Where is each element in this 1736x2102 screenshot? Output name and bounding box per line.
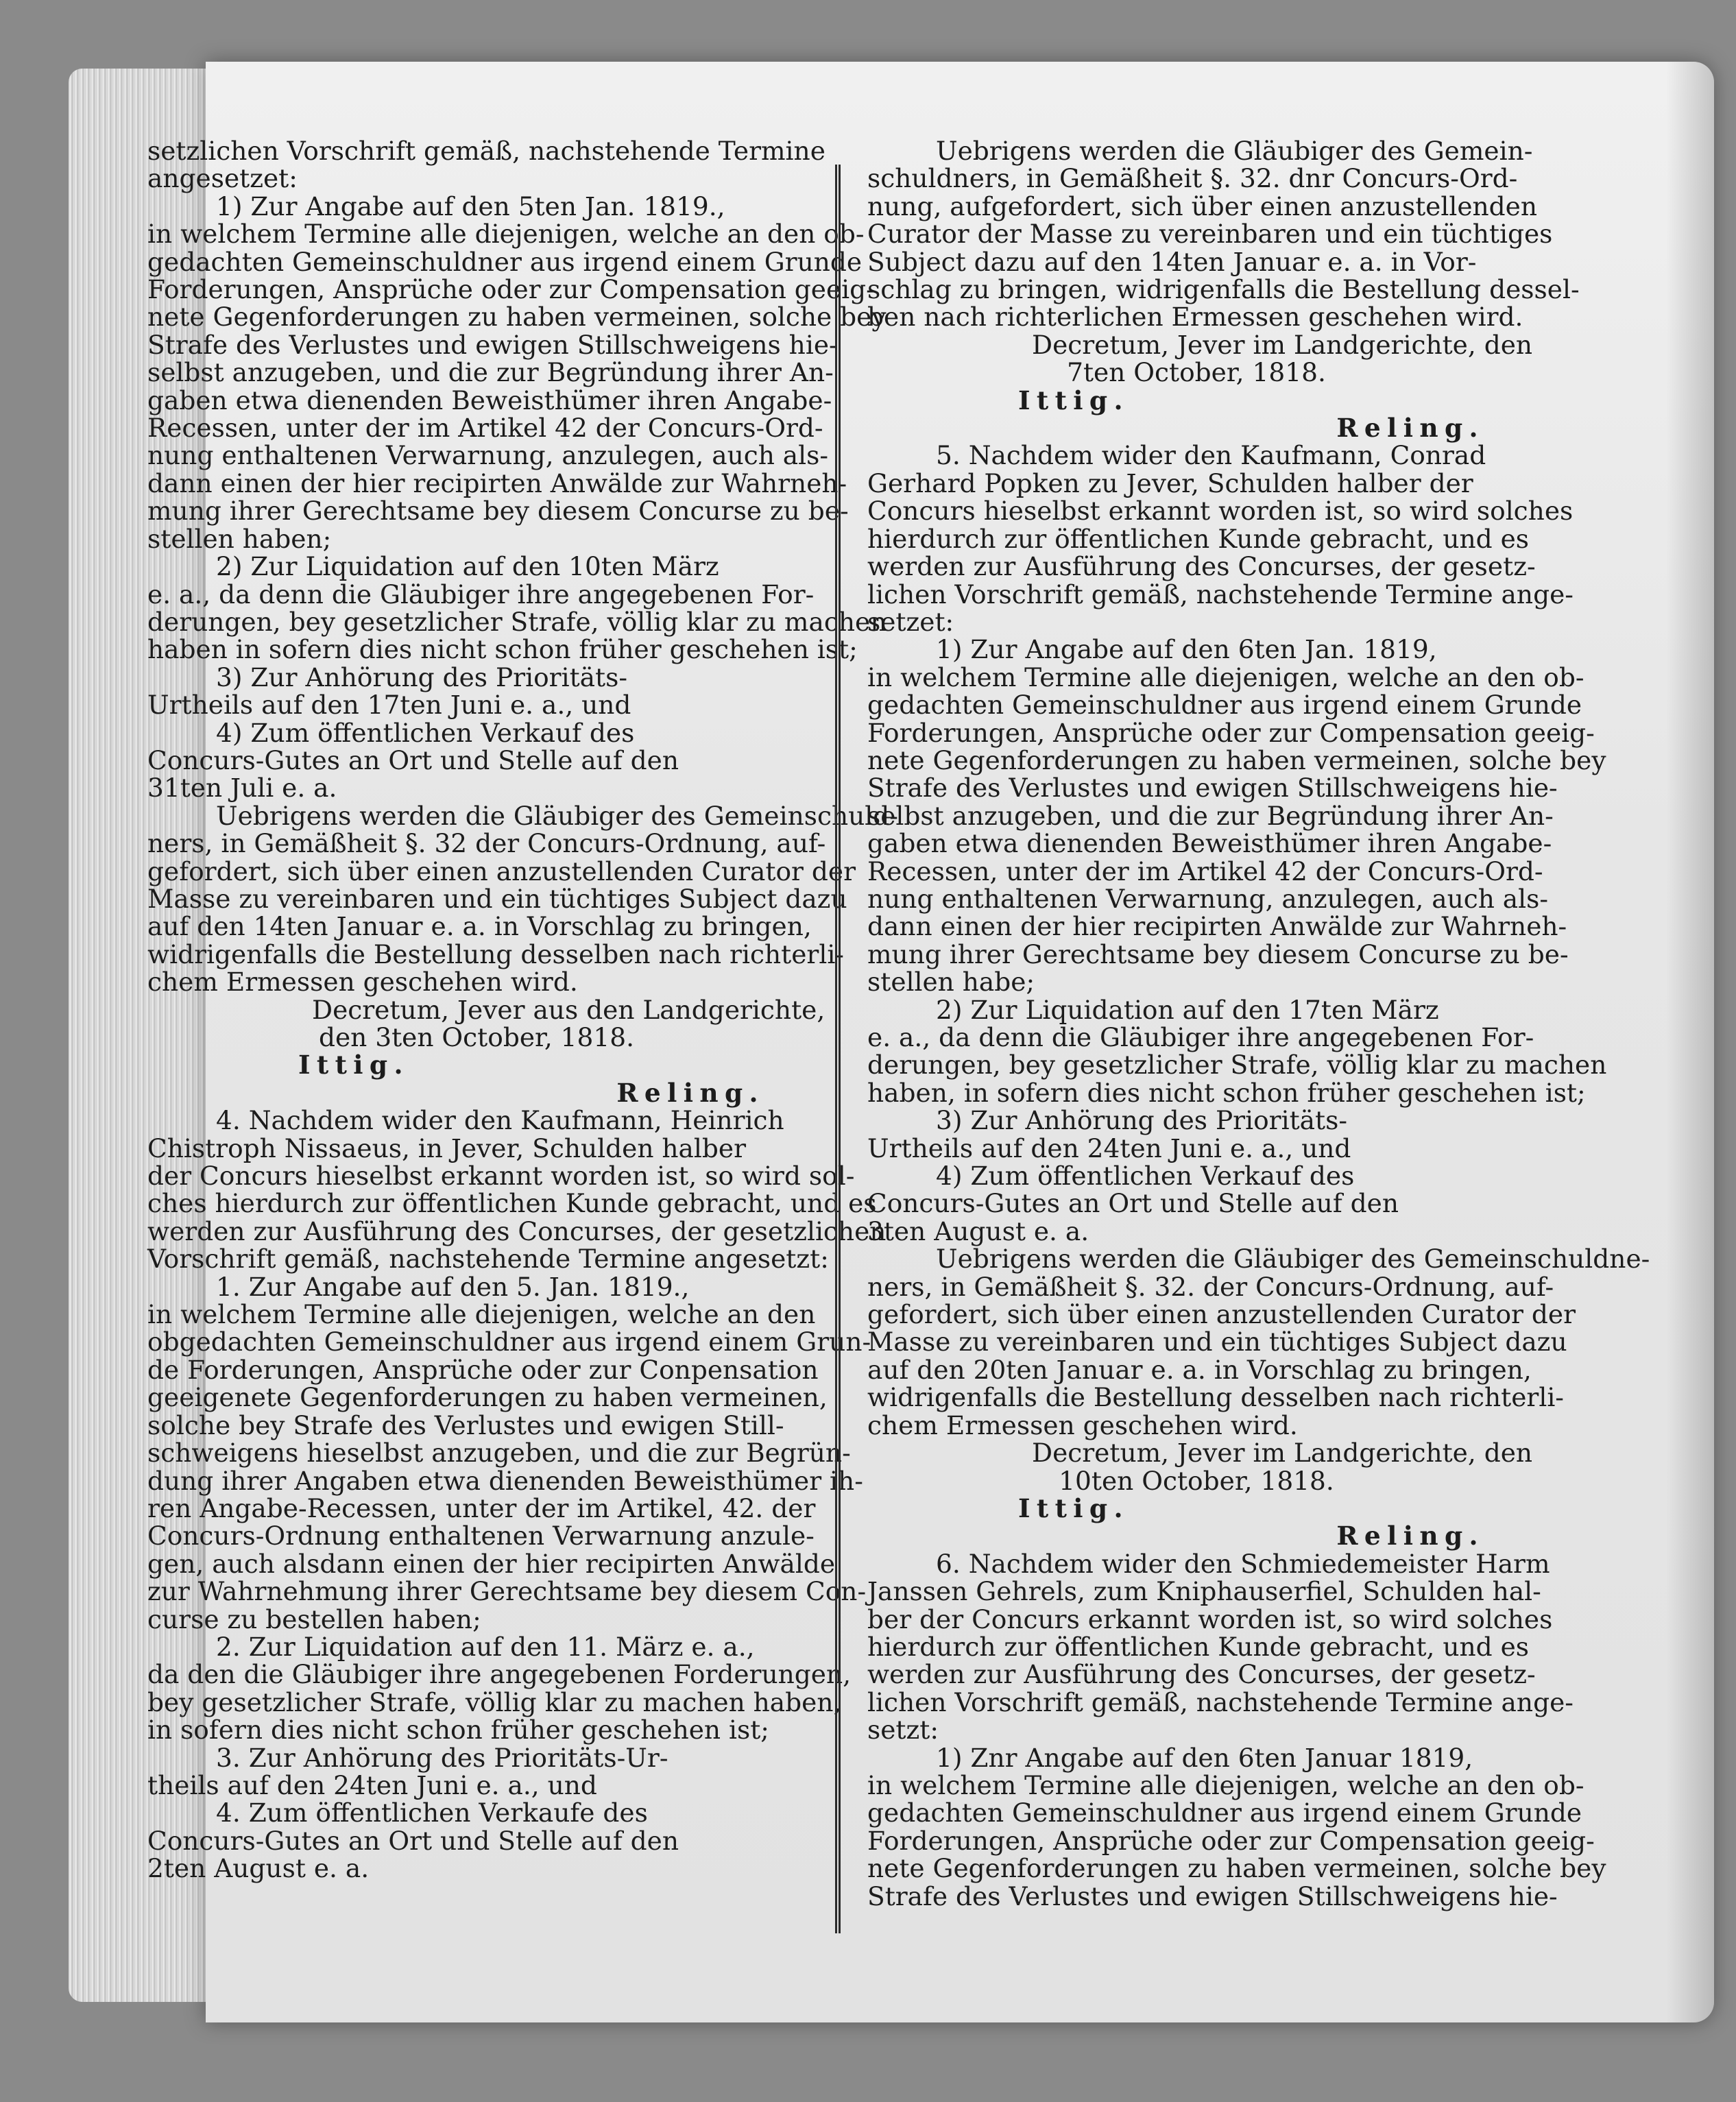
text-line: e. a., da denn die Gläubiger ihre angegebenen For- <box>147 579 815 609</box>
text-line: mung ihrer Gerechtsame bey diesem Concurse zu be- <box>147 496 849 527</box>
text-line: Strafe des Verlustes und ewigen Stillschweigens hie- <box>147 329 838 360</box>
text-line: Decretum, Jever im Landgerichte, den <box>1032 1438 1533 1469</box>
text-line: Forderungen, Ansprüche oder zur Compensation geeig- <box>867 717 1595 748</box>
text-line: gedachten Gemeinschuldner aus irgend einem Grunde <box>867 690 1582 721</box>
signature-line <box>147 1079 806 1107</box>
signature-left: Ittig. <box>1018 385 1129 415</box>
text-line: Masse zu vereinbaren und ein tüchtiges Subject dazu <box>147 883 847 914</box>
text-line: setzet: <box>867 606 954 637</box>
text-line: 3ten August e. a. <box>867 1216 1089 1246</box>
signature-line <box>867 414 1526 442</box>
text-line: gedachten Gemeinschuldner aus irgend einem Grunde <box>147 246 863 277</box>
text-line: 4. Zum öffentlichen Verkaufe des <box>216 1798 648 1828</box>
text-line: werden zur Ausführung des Concurses, der gesetz- <box>867 551 1536 582</box>
text-line: haben, in sofern dies nicht schon früher geschehen ist; <box>867 1077 1586 1108</box>
text-line: Chistroph Nissaeus, in Jever, Schulden halber <box>147 1133 747 1163</box>
signature-left: Ittig. <box>298 1050 409 1080</box>
text-line: mung ihrer Gerechtsame bey diesem Concurse zu be- <box>867 939 1569 969</box>
text-line: 6. Nachdem wider den Schmiedemeister Harm <box>936 1548 1550 1579</box>
text-line: Concurs hieselbst erkannt worden ist, so wird solches <box>867 496 1574 527</box>
text-line: Urtheils auf den 24ten Juni e. a., und <box>867 1133 1351 1163</box>
text-line: gen, auch alsdann einen der hier recipirten Anwälde <box>147 1548 836 1579</box>
text-line: den 3ten October, 1818. <box>318 1022 635 1052</box>
text-line: selbst anzugeben, und die zur Begründung ihrer An- <box>867 800 1554 831</box>
text-line: Forderungen, Ansprüche oder zur Compensation geeig- <box>147 274 875 305</box>
text-line: Uebrigens werden die Gläubiger des Gemein- <box>936 136 1533 166</box>
text-line: in welchem Termine alle diejenigen, welche an den ob- <box>867 662 1584 692</box>
text-line: dann einen der hier recipirten Anwälde zur Wahrneh- <box>147 468 847 498</box>
text-line: zur Wahrnehmung ihrer Gerechtsame bey diesem Con- <box>147 1576 867 1607</box>
signature-line <box>147 1051 806 1078</box>
text-line: ners, in Gemäßheit §. 32 der Concurs-Ordnung, auf- <box>147 828 826 859</box>
left-column <box>147 136 898 1884</box>
text-line: nung enthaltenen Verwarnung, anzulegen, auch als- <box>867 883 1549 914</box>
text-line: haben in sofern dies nicht schon früher geschehen ist; <box>147 634 858 665</box>
text-line: setzlichen Vorschrift gemäß, nachstehende Termine <box>147 136 825 166</box>
text-line: curse zu bestellen haben; <box>147 1604 481 1634</box>
text-line: dann einen der hier recipirten Anwälde zur Wahrneh- <box>867 911 1567 942</box>
text-line: der Concurs hieselbst erkannt worden ist, so wird sol- <box>147 1161 855 1192</box>
signature-left: Ittig. <box>1018 1493 1129 1523</box>
text-line: 10ten October, 1818. <box>1059 1465 1334 1496</box>
text-line: nung, aufgefordert, sich über einen anzustellenden <box>867 191 1538 221</box>
text-line: stellen haben; <box>147 523 332 554</box>
text-line: Concurs-Ordnung enthaltenen Verwarnung anzule- <box>147 1521 815 1551</box>
text-line: 3) Zur Anhörung des Prioritäts- <box>936 1105 1347 1136</box>
text-line: Decretum, Jever aus den Landgerichte, <box>312 994 825 1025</box>
text-line: Forderungen, Ansprüche oder zur Compensation geeig- <box>867 1825 1595 1856</box>
text-line: 2) Zur Liquidation auf den 10ten März <box>216 551 719 582</box>
text-line: Janssen Gehrels, zum Kniphauserfiel, Schulden hal- <box>867 1576 1541 1607</box>
signature-right: Reling. <box>1336 413 1484 444</box>
text-line: ber der Concurs erkannt worden ist, so wird solches <box>867 1604 1553 1634</box>
text-line: Decretum, Jever im Landgerichte, den <box>1032 329 1533 360</box>
text-line: schlag zu bringen, widrigenfalls die Bestellung dessel- <box>867 274 1580 305</box>
text-line: theils auf den 24ten Juni e. a., und <box>147 1769 597 1800</box>
text-line: geeigenete Gegenforderungen zu haben vermeinen, <box>147 1382 828 1413</box>
text-line: 4) Zum öffentlichen Verkauf des <box>936 1161 1355 1192</box>
right-column <box>867 136 1650 1911</box>
text-line: widrigenfalls die Bestellung desselben nach richterli- <box>867 1382 1564 1413</box>
text-line: ches hierdurch zur öffentlichen Kunde gebracht, und es <box>147 1188 877 1219</box>
text-line: lichen Vorschrift gemäß, nachstehende Termine ange- <box>867 1687 1574 1717</box>
text-line: Recessen, unter der im Artikel 42 der Concurs-Ord- <box>147 413 823 444</box>
text-line: ren Angabe-Recessen, unter der im Artikel, 42. der <box>147 1493 816 1523</box>
signature-line <box>867 387 1526 414</box>
text-line: Recessen, unter der im Artikel 42 der Concurs-Ord- <box>867 856 1543 886</box>
text-line: Masse zu vereinbaren und ein tüchtiges Subject dazu <box>867 1327 1567 1357</box>
text-line: chem Ermessen geschehen wird. <box>867 1410 1298 1440</box>
text-line: Subject dazu auf den 14ten Januar e. a. in Vor- <box>867 246 1477 277</box>
text-line: nete Gegenforderungen zu haben vermeinen, solche bey <box>867 1853 1606 1884</box>
text-line: werden zur Ausführung des Concurses, der gesetz- <box>867 1659 1536 1690</box>
text-line: 2) Zur Liquidation auf den 17ten März <box>936 994 1439 1025</box>
text-line: schweigens hieselbst anzugeben, und die zur Begrün- <box>147 1438 851 1469</box>
text-line: gefordert, sich über einen anzustellenden Curator der <box>867 1299 1576 1330</box>
column-divider <box>835 165 841 1933</box>
text-line: schuldners, in Gemäßheit §. 32. dnr Concurs-Ord- <box>867 163 1518 194</box>
text-line: 2ten August e. a. <box>147 1853 370 1884</box>
text-line: Uebrigens werden die Gläubiger des Gemeinschuld- <box>216 800 898 831</box>
text-line: 4. Nachdem wider den Kaufmann, Heinrich <box>216 1105 784 1136</box>
text-line: hierdurch zur öffentlichen Kunde gebracht, und es <box>867 1631 1530 1662</box>
text-line: 4) Zum öffentlichen Verkauf des <box>216 717 635 748</box>
text-line: dung ihrer Angaben etwa dienenden Beweisthümer ih- <box>147 1465 863 1496</box>
signature-right: Reling. <box>616 1077 764 1108</box>
text-line: gedachten Gemeinschuldner aus irgend einem Grunde <box>867 1798 1582 1828</box>
text-line: gaben etwa dienenden Beweisthümer ihren Angabe- <box>867 828 1552 859</box>
text-line: obgedachten Gemeinschuldner aus irgend einem Grun- <box>147 1327 871 1357</box>
text-line: 1) Zur Angabe auf den 6ten Jan. 1819, <box>936 634 1437 665</box>
text-line: Concurs-Gutes an Ort und Stelle auf den <box>147 745 679 775</box>
text-line: in welchem Termine alle diejenigen, welche an den ob- <box>867 1769 1584 1800</box>
text-line: 1) Zur Angabe auf den 5ten Jan. 1819., <box>216 191 725 221</box>
text-line: gefordert, sich über einen anzustellenden Curator der <box>147 856 856 886</box>
text-line: setzt: <box>867 1715 939 1745</box>
text-line: werden zur Ausführung des Concurses, der gesetzlichen <box>147 1216 887 1246</box>
text-line: 1) Znr Angabe auf den 6ten Januar 1819, <box>936 1742 1473 1773</box>
text-line: Uebrigens werden die Gläubiger des Gemeinschuldne- <box>936 1244 1650 1275</box>
text-line: stellen habe; <box>867 967 1035 998</box>
text-line: 3. Zur Anhörung des Prioritäts-Ur- <box>216 1742 668 1773</box>
text-line: derungen, bey gesetzlicher Strafe, völlig klar zu machen <box>867 1050 1607 1080</box>
text-line: 1. Zur Angabe auf den 5. Jan. 1819., <box>216 1271 690 1302</box>
text-line: in sofern dies nicht schon früher geschehen ist; <box>147 1715 769 1745</box>
text-line: 7ten October, 1818. <box>1067 357 1326 388</box>
text-line: auf den 20ten Januar e. a. in Vorschlag zu bringen, <box>867 1354 1532 1385</box>
text-line: nung enthaltenen Verwarnung, anzulegen, auch als- <box>147 440 829 471</box>
text-line: selbst anzugeben, und die zur Begründung ihrer An- <box>147 357 834 388</box>
text-line: in welchem Termine alle diejenigen, welche an den ob- <box>147 219 865 250</box>
text-line: hierdurch zur öffentlichen Kunde gebracht, und es <box>867 523 1530 554</box>
text-line: angesetzet: <box>147 163 298 194</box>
text-line: Vorschrift gemäß, nachstehende Termine angesetzt: <box>147 1244 829 1275</box>
text-line: gaben etwa dienenden Beweisthümer ihren Angabe- <box>147 385 832 415</box>
text-line: 5. Nachdem wider den Kaufmann, Conrad <box>936 440 1486 471</box>
text-line: ners, in Gemäßheit §. 32. der Concurs-Ordnung, auf- <box>867 1271 1554 1302</box>
text-line: lichen Vorschrift gemäß, nachstehende Termine ange- <box>867 579 1574 609</box>
text-line: Strafe des Verlustes und ewigen Stillschweigens hie- <box>867 1881 1558 1911</box>
text-line: da den die Gläubiger ihre angegebenen Forderungen, <box>147 1659 852 1690</box>
text-line: 2. Zur Liquidation auf den 11. März e. a., <box>216 1631 755 1662</box>
text-line: in welchem Termine alle diejenigen, welche an den <box>147 1299 816 1330</box>
text-line: ben nach richterlichen Ermessen geschehen wird. <box>867 302 1523 333</box>
signature-line <box>867 1495 1526 1522</box>
text-line: Strafe des Verlustes und ewigen Stillschweigens hie- <box>867 773 1558 804</box>
text-line: Gerhard Popken zu Jever, Schulden halber der <box>867 468 1473 498</box>
signature-line <box>867 1522 1526 1549</box>
text-line: Concurs-Gutes an Ort und Stelle auf den <box>147 1825 679 1856</box>
text-line: nete Gegenforderungen zu haben vermeinen, solche bey <box>147 302 887 333</box>
text-line: derungen, bey gesetzlicher Strafe, völlig klar zu machen <box>147 606 887 637</box>
text-line: Urtheils auf den 17ten Juni e. a., und <box>147 690 631 721</box>
signature-right: Reling. <box>1336 1521 1484 1551</box>
text-line: solche bey Strafe des Verlustes und ewigen Still- <box>147 1410 784 1440</box>
text-line: widrigenfalls die Bestellung desselben nach richterli- <box>147 939 844 969</box>
text-line: Curator der Masse zu vereinbaren und ein tüchtiges <box>867 219 1553 250</box>
text-line: chem Ermessen geschehen wird. <box>147 967 578 998</box>
text-line: e. a., da denn die Gläubiger ihre angegebenen For- <box>867 1022 1534 1052</box>
text-line: 3) Zur Anhörung des Prioritäts- <box>216 662 627 692</box>
text-line: nete Gegenforderungen zu haben vermeinen, solche bey <box>867 745 1606 775</box>
text-line: 31ten Juli e. a. <box>147 773 337 804</box>
text-line: Concurs-Gutes an Ort und Stelle auf den <box>867 1188 1399 1219</box>
text-line: de Forderungen, Ansprüche oder zur Conpensation <box>147 1354 819 1385</box>
text-line: bey gesetzlicher Strafe, völlig klar zu machen haben, <box>147 1687 842 1717</box>
text-line: auf den 14ten Januar e. a. in Vorschlag zu bringen, <box>147 911 812 942</box>
